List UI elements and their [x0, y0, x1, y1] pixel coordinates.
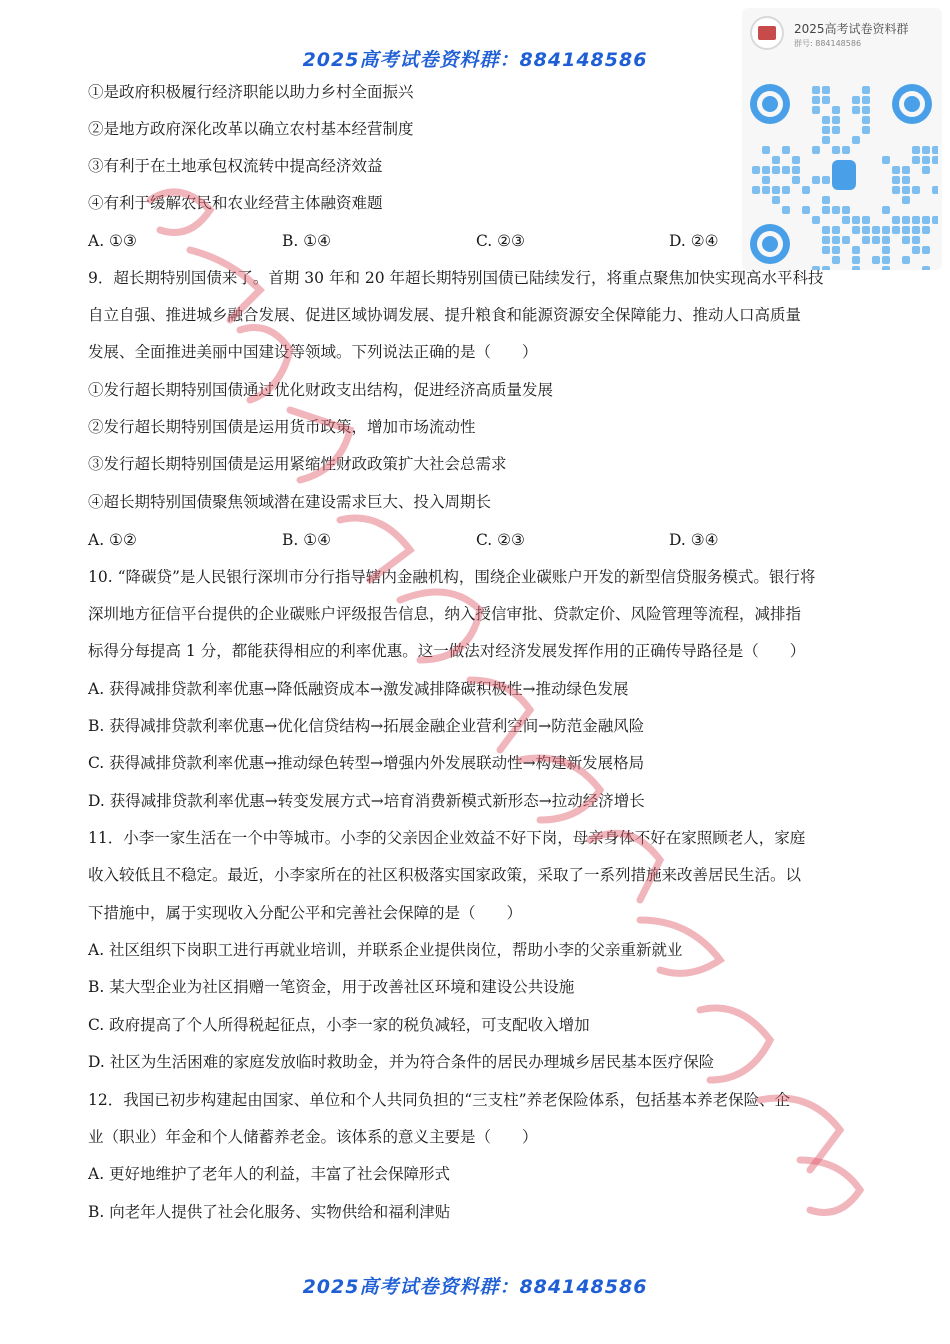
q9-item-3: ③发行超长期特别国债是运用紧缩性财政政策扩大社会总需求 — [88, 455, 507, 473]
q12-option-a: A. 更好地维护了老年人的利益，丰富了社会保障形式 — [88, 1165, 451, 1183]
q8-option-d: D. ②④ — [669, 232, 719, 250]
q11-stem-line-2: 收入较低且不稳定。最近，小李家所在的社区积极落实国家政策，采取了一系列措施来改善居民生活。以 — [88, 866, 802, 884]
qr-card[interactable] — [742, 8, 942, 270]
q9-item-4: ④超长期特别国债聚焦领域潜在建设需求巨大、投入周期长 — [88, 493, 492, 511]
q8-option-a: A. ①③ — [88, 232, 137, 250]
q9-option-a: A. ①② — [88, 531, 137, 549]
q10-option-b: B. 获得减排贷款利率优惠→优化信贷结构→拓展金融企业营利空间→防范金融风险 — [88, 717, 645, 735]
q11-option-b: B. 某大型企业为社区捐赠一笔资金，用于改善社区环境和建设公共设施 — [88, 978, 575, 996]
q10-option-c: C. 获得减排贷款利率优惠→推动绿色转型→增强内外发展联动性→构建新发展格局 — [88, 754, 645, 772]
qr-code-icon — [746, 80, 938, 270]
q9-option-c: C. ②③ — [476, 531, 525, 549]
q11-option-c: C. 政府提高了个人所得税起征点，小李一家的税负减轻，可支配收入增加 — [88, 1016, 590, 1034]
q10-stem-line-1: 10. “降碳贷”是人民银行深圳市分行指导辖内金融机构，围绕企业碳账户开发的新型信贷服务模式。银行将 — [88, 568, 816, 586]
q8-item-2: ②是地方政府深化改革以确立农村基本经营制度 — [88, 120, 414, 138]
q8-option-b: B. ①④ — [282, 232, 332, 250]
q9-option-b: B. ①④ — [282, 531, 332, 549]
q8-option-c: C. ②③ — [476, 232, 525, 250]
q11-option-a: A. 社区组织下岗职工进行再就业培训，并联系企业提供岗位，帮助小李的父亲重新就业 — [88, 941, 683, 959]
q11-option-d: D. 社区为生活困难的家庭发放临时救助金，并为符合条件的居民办理城乡居民基本医疗保险 — [88, 1053, 715, 1071]
qr-group-number: 群号: 884148586 — [794, 39, 862, 48]
q8-item-3: ③有利于在土地承包权流转中提高经济效益 — [88, 157, 383, 175]
footer-banner: 2025高考试卷资料群：884148586 — [302, 1276, 648, 1298]
header-banner: 2025高考试卷资料群：884148586 — [302, 49, 648, 71]
q10-option-d: D. 获得减排贷款利率优惠→转变发展方式→培育消费新模式新形态→拉动经济增长 — [88, 792, 645, 810]
q11-stem-line-1: 11．小李一家生活在一个中等城市。小李的父亲因企业效益不好下岗，母亲身体不好在家照顾老人，家庭 — [88, 829, 806, 847]
q10-option-a: A. 获得减排贷款利率优惠→降低融资成本→激发减排降碳积极性→推动绿色发展 — [88, 680, 629, 698]
q11-stem-line-3: 下措施中，属于实现收入分配公平和完善社会保障的是（ ） — [88, 904, 523, 922]
q8-item-4: ④有利于缓解农民和农业经营主体融资难题 — [88, 194, 383, 212]
q10-stem-line-3: 标得分每提高 1 分，都能获得相应的利率优惠。这一做法对经济发展发挥作用的正确传导路径是（ ） — [88, 642, 806, 660]
q9-stem-line-2: 自立自强、推进城乡融合发展、促进区域协调发展、提升粮食和能源资源安全保障能力、推动人口高质量 — [88, 306, 802, 324]
group-logo-icon — [750, 16, 784, 50]
q10-stem-line-2: 深圳地方征信平台提供的企业碳账户评级报告信息，纳入授信审批、贷款定价、风险管理等流程，减排指 — [88, 605, 802, 623]
q12-stem-line-2: 业（职业）年金和个人储蓄养老金。该体系的意义主要是（ ） — [88, 1128, 538, 1146]
q12-stem-line-1: 12．我国已初步构建起由国家、单位和个人共同负担的“三支柱”养老保险体系，包括基本养老保险、企 — [88, 1091, 791, 1109]
q9-stem-line-1: 9．超长期特别国债来了。首期 30 年和 20 年超长期特别国债已陆续发行，将重点聚焦加快实现高水平科技 — [88, 269, 824, 287]
q9-option-d: D. ③④ — [669, 531, 719, 549]
q9-stem-line-3: 发展、全面推进美丽中国建设等领域。下列说法正确的是（ ） — [88, 343, 538, 361]
qr-title: 2025高考试卷资料群 — [794, 22, 909, 36]
q9-item-2: ②发行超长期特别国债是运用货币政策，增加市场流动性 — [88, 418, 476, 436]
q9-item-1: ①发行超长期特别国债通过优化财政支出结构，促进经济高质量发展 — [88, 381, 554, 399]
q8-item-1: ①是政府积极履行经济职能以助力乡村全面振兴 — [88, 83, 414, 101]
q12-option-b: B. 向老年人提供了社会化服务、实物供给和福利津贴 — [88, 1203, 451, 1221]
